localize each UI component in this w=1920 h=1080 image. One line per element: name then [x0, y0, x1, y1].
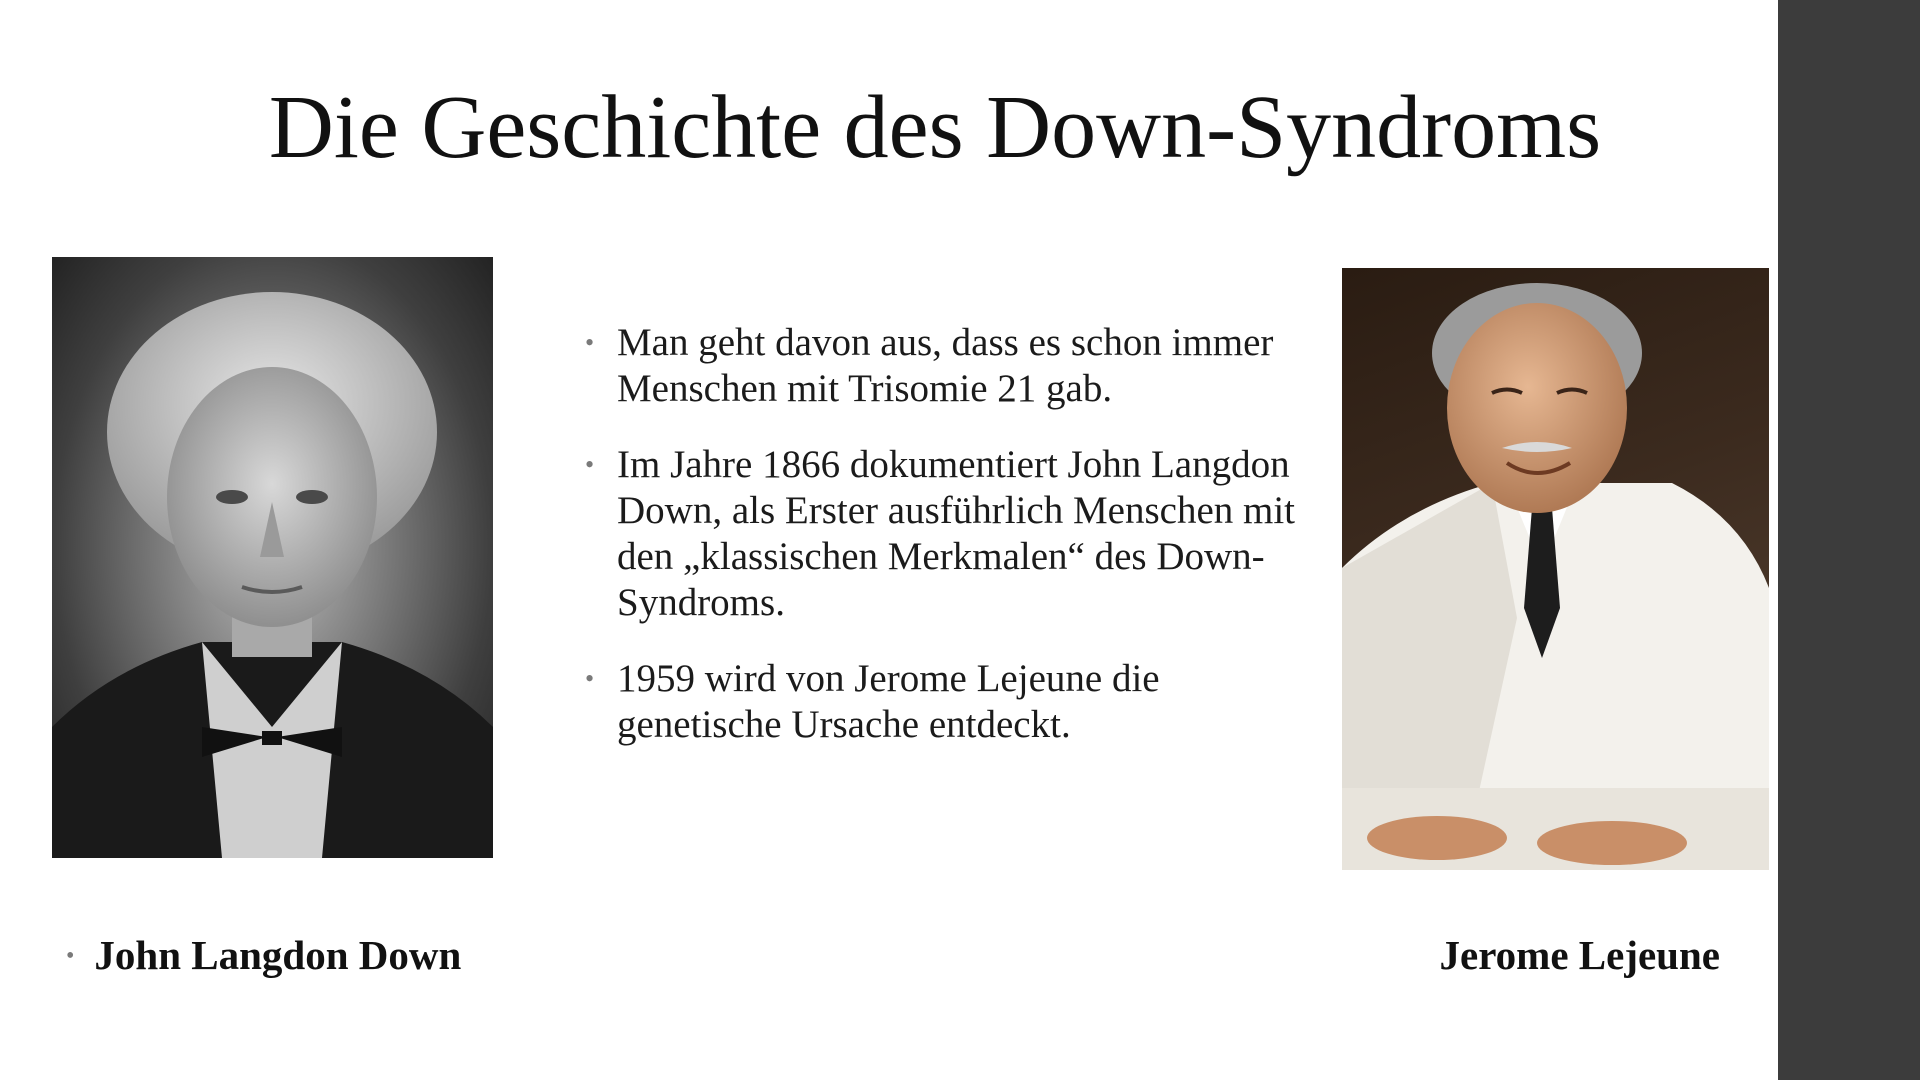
- bullet-item-1: [575, 320, 1295, 412]
- bullet-item-3: [575, 656, 1295, 748]
- bullet-dot: •: [66, 943, 75, 969]
- slide-title: Die Geschichte des Down-Syndroms: [268, 78, 1602, 177]
- bullet-item-2: [575, 442, 1295, 626]
- bullet-dot: •: [585, 328, 595, 357]
- bullet-text: 1959 wird von Jerome Lejeune die genetische Ursache entdeckt.: [617, 657, 1160, 746]
- john-langdon-down-portrait: [52, 257, 493, 858]
- caption-text: John Langdon Down: [94, 932, 462, 978]
- bullet-text: Im Jahre 1866 dokumentiert John Langdon Down, als Erster ausführlich Menschen mit den „klassischen Merkmalen“ des Down-Syndroms.: [617, 443, 1296, 624]
- bullet-dot: •: [585, 450, 595, 479]
- jerome-lejeune-portrait: [1342, 268, 1769, 870]
- side-panel: [1778, 0, 1920, 1080]
- bullet-list: [575, 320, 1295, 778]
- caption-jerome-lejeune: Jerome Lejeune: [1439, 932, 1720, 978]
- bullet-text: Man geht davon aus, dass es schon immer Menschen mit Trisomie 21 gab.: [617, 321, 1274, 410]
- bullet-dot: •: [585, 664, 595, 693]
- caption-john-langdon-down: [66, 932, 462, 978]
